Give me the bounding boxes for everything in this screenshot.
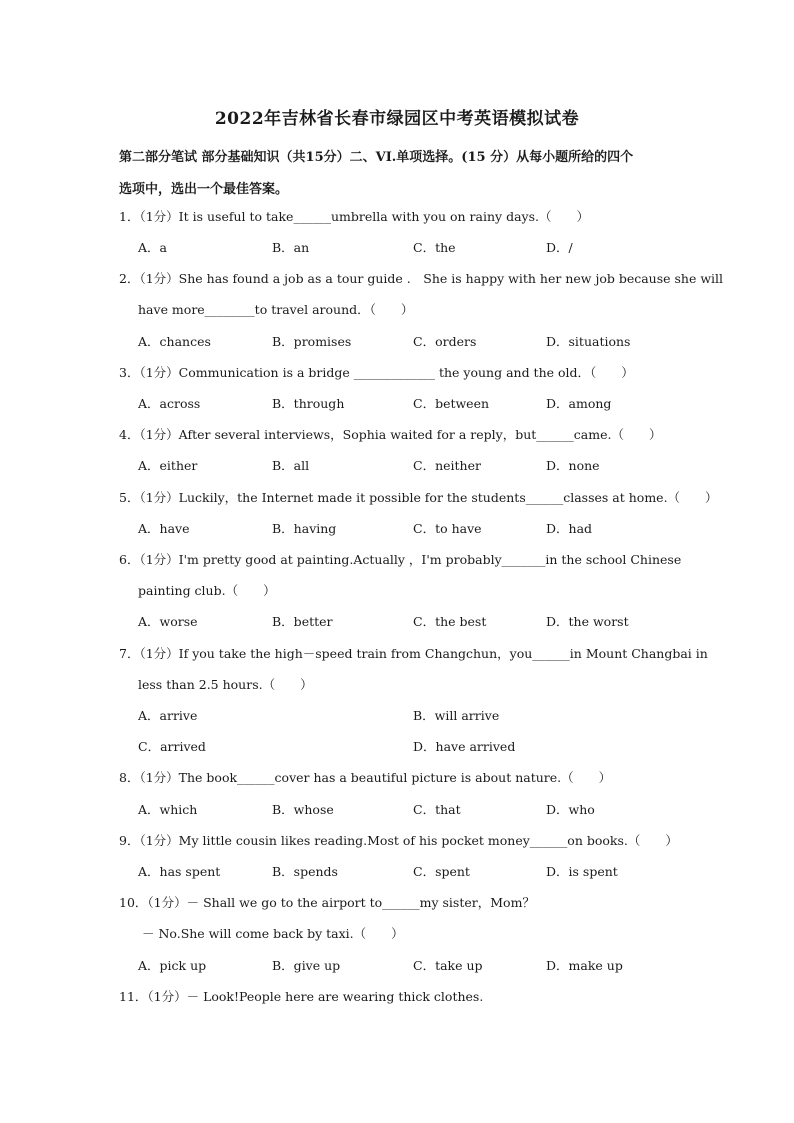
q1-option-a: A．a <box>138 240 167 255</box>
question-10-continued: － No.She will come back by taxi.（ ） <box>142 926 404 941</box>
q6-option-a: A．worse <box>138 614 198 629</box>
question-11: 11．（1分）－ Look!People here are wearing thick clothes. <box>119 989 484 1004</box>
q9-option-c: C．spent <box>413 864 470 879</box>
q10-option-b: B．give up <box>272 958 341 973</box>
question-7-continued: less than 2.5 hours.（ ） <box>138 677 313 692</box>
q7-option-c: C．arrived <box>138 739 206 754</box>
q8-option-d: D．who <box>546 802 595 817</box>
q3-option-d: D．among <box>546 396 612 411</box>
q10-option-a: A．pick up <box>138 958 207 973</box>
question-1: 1．（1分）It is useful to take______umbrella with you on rainy days.（ ） <box>119 209 589 224</box>
q10-option-c: C．take up <box>413 958 483 973</box>
q4-option-d: D．none <box>546 458 600 473</box>
q4-option-a: A．either <box>138 458 198 473</box>
question-7: 7．（1分）If you take the high－speed train from Changchun，you______in Mount Changbai in <box>119 646 708 661</box>
q2-option-b: B．promises <box>272 334 352 349</box>
question-5: 5．（1分）Luckily，the Internet made it possible for the students______classes at home.（ ） <box>119 490 718 505</box>
q1-option-d: D．/ <box>546 240 573 255</box>
page-title: 2022年吉林省长春市绿园区中考英语模拟试卷 <box>214 109 580 129</box>
q3-option-c: C．between <box>413 396 490 411</box>
q5-option-c: C．to have <box>413 521 482 536</box>
q7-option-d: D．have arrived <box>413 739 516 754</box>
q8-option-b: B．whose <box>272 802 334 817</box>
q10-option-d: D．make up <box>546 958 623 973</box>
q4-option-c: C．neither <box>413 458 481 473</box>
question-9: 9．（1分）My little cousin likes reading.Most of his pocket money______on books.（ ） <box>119 833 678 848</box>
question-2-continued: have more________to travel around．（ ） <box>138 302 414 317</box>
question-10: 10．（1分）－ Shall we go to the airport to______my sister，Mom？ <box>119 895 535 910</box>
question-6: 6．（1分）I'm pretty good at painting.Actually ，I'm probably_______in the school Chinese <box>119 552 682 567</box>
q9-option-b: B．spends <box>272 864 338 879</box>
q2-option-d: D．situations <box>546 334 631 349</box>
section-heading-line-2: 选项中，选出一个最佳答案。 <box>119 182 289 197</box>
q5-option-b: B．having <box>272 521 337 536</box>
question-4: 4．（1分）After several interviews，Sophia waited for a reply，but______came.（ ） <box>119 427 662 442</box>
q9-option-a: A．has spent <box>138 864 221 879</box>
q6-option-b: B．better <box>272 614 333 629</box>
q9-option-d: D．is spent <box>546 864 618 879</box>
question-8: 8．（1分）The book______cover has a beautiful picture is about nature.（ ） <box>119 770 612 785</box>
question-3: 3．（1分）Communication is a bridge _____________ the young and the old．（ ） <box>119 365 634 380</box>
q2-option-c: C．orders <box>413 334 477 349</box>
section-heading-line-1: 第二部分笔试 部分基础知识（共15分）二、VI.单项选择。(15 分）从每小题所给的四个 <box>119 150 634 165</box>
q6-option-c: C．the best <box>413 614 487 629</box>
question-2: 2．（1分）She has found a job as a tour guide . She is happy with her new job because she will <box>119 271 724 286</box>
q5-option-a: A．have <box>138 521 190 536</box>
question-6-continued: painting club.（ ） <box>138 583 276 598</box>
q7-option-b: B．will arrive <box>413 708 500 723</box>
q3-option-a: A．across <box>138 396 201 411</box>
q1-option-c: C．the <box>413 240 456 255</box>
q3-option-b: B．through <box>272 396 345 411</box>
q1-option-b: B．an <box>272 240 310 255</box>
q7-option-a: A．arrive <box>138 708 198 723</box>
q6-option-d: D．the worst <box>546 614 629 629</box>
q8-option-c: C．that <box>413 802 461 817</box>
q2-option-a: A．chances <box>138 334 211 349</box>
q5-option-d: D．had <box>546 521 593 536</box>
q4-option-b: B．all <box>272 458 310 473</box>
q8-option-a: A．which <box>138 802 198 817</box>
